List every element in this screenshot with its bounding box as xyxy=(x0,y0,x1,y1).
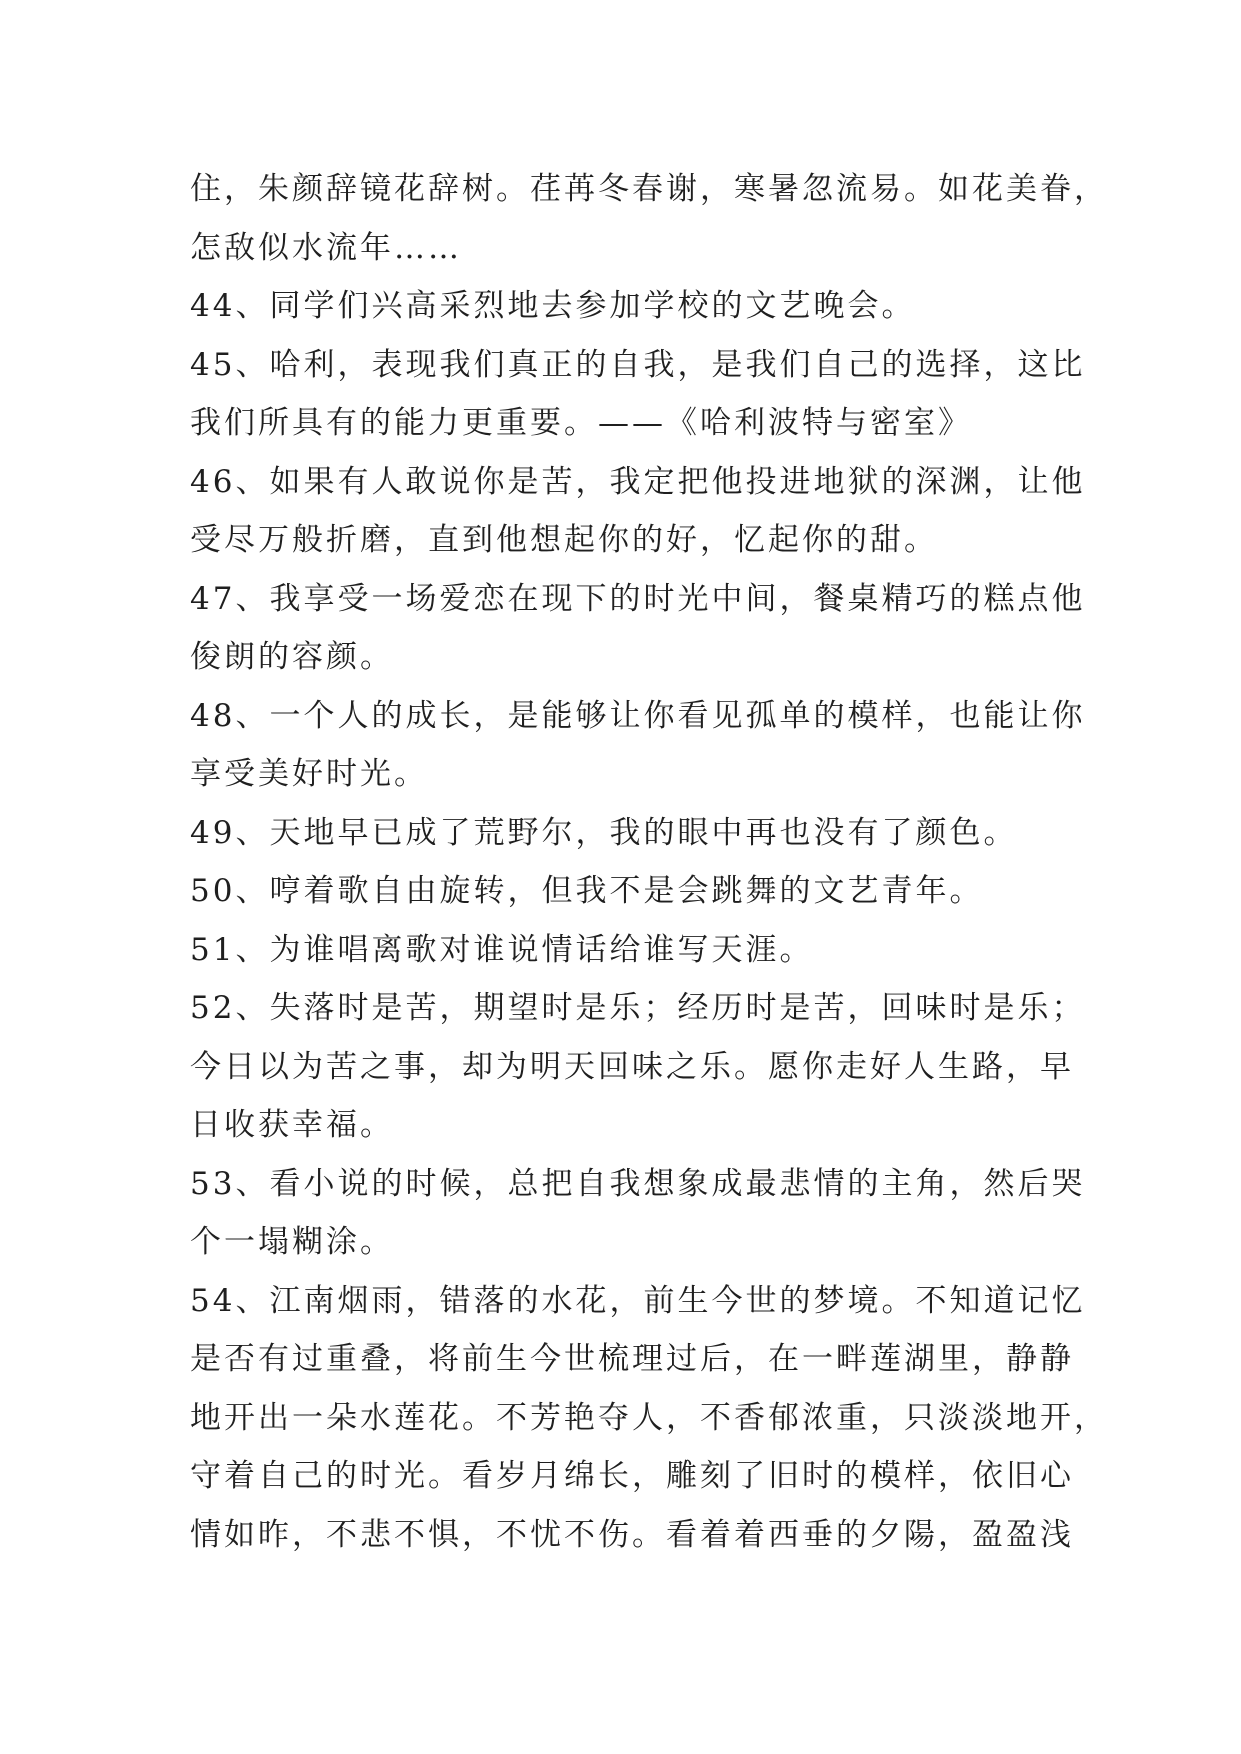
text-line: 个一塌糊涂。 xyxy=(190,1224,394,1260)
text-line: 地开出一朵水莲花。不芳艳夺人，不香郁浓重，只淡淡地开， xyxy=(190,1399,1108,1436)
text-line: 情如昨，不悲不惧，不忧不伤。看着着西垂的夕陽，盈盈浅 xyxy=(190,1516,1074,1553)
text-line: 53、看小说的时候，总把自我想象成最悲情的主角，然后哭 xyxy=(190,1165,1086,1202)
text-line: 45、哈利，表现我们真正的自我，是我们自己的选择，这比 xyxy=(190,346,1086,383)
text-line: 是否有过重叠，将前生今世梳理过后，在一畔莲湖里，静静 xyxy=(190,1341,1074,1377)
text-line: 享受美好时光。 xyxy=(190,756,428,792)
text-line: 52、失落时是苦，期望时是乐；经历时是苦，回味时是乐； xyxy=(190,990,1086,1026)
text-line: 49、天地早已成了荒野尔，我的眼中再也没有了颜色。 xyxy=(190,814,1018,851)
text-line: 46、如果有人敢说你是苦，我定把他投进地狱的深渊，让他 xyxy=(190,463,1086,500)
text-line: 俊朗的容颜。 xyxy=(190,639,394,675)
text-line: 受尽万般折磨，直到他想起你的好，忆起你的甜。 xyxy=(190,522,938,558)
text-line: 48、一个人的成长，是能够让你看见孤单的模样，也能让你 xyxy=(190,697,1086,734)
text-line: 今日以为苦之事，却为明天回味之乐。愿你走好人生路，早 xyxy=(190,1048,1074,1085)
text-line: 住，朱颜辞镜花辞树。荏苒冬春谢，寒暑忽流易。如花美眷， xyxy=(190,171,1108,207)
text-line: 54、江南烟雨，错落的水花，前生今世的梦境。不知道记忆 xyxy=(190,1282,1086,1319)
text-line: 51、为谁唱离歌对谁说情话给谁写天涯。 xyxy=(190,931,814,968)
text-line: 我们所具有的能力更重要。——《哈利波特与密室》 xyxy=(190,405,972,441)
document-text xyxy=(190,160,1108,1564)
text-line: 怎敌似水流年…… xyxy=(190,229,462,266)
text-line: 守着自己的时光。看岁月绵长，雕刻了旧时的模样，依旧心 xyxy=(190,1458,1074,1494)
text-line: 50、哼着歌自由旋转，但我不是会跳舞的文艺青年。 xyxy=(190,873,984,909)
text-line: 47、我享受一场爱恋在现下的时光中间，餐桌精巧的糕点他 xyxy=(190,580,1086,617)
text-line: 44、同学们兴高采烈地去参加学校的文艺晚会。 xyxy=(190,288,916,324)
text-line: 日收获幸福。 xyxy=(190,1107,394,1143)
